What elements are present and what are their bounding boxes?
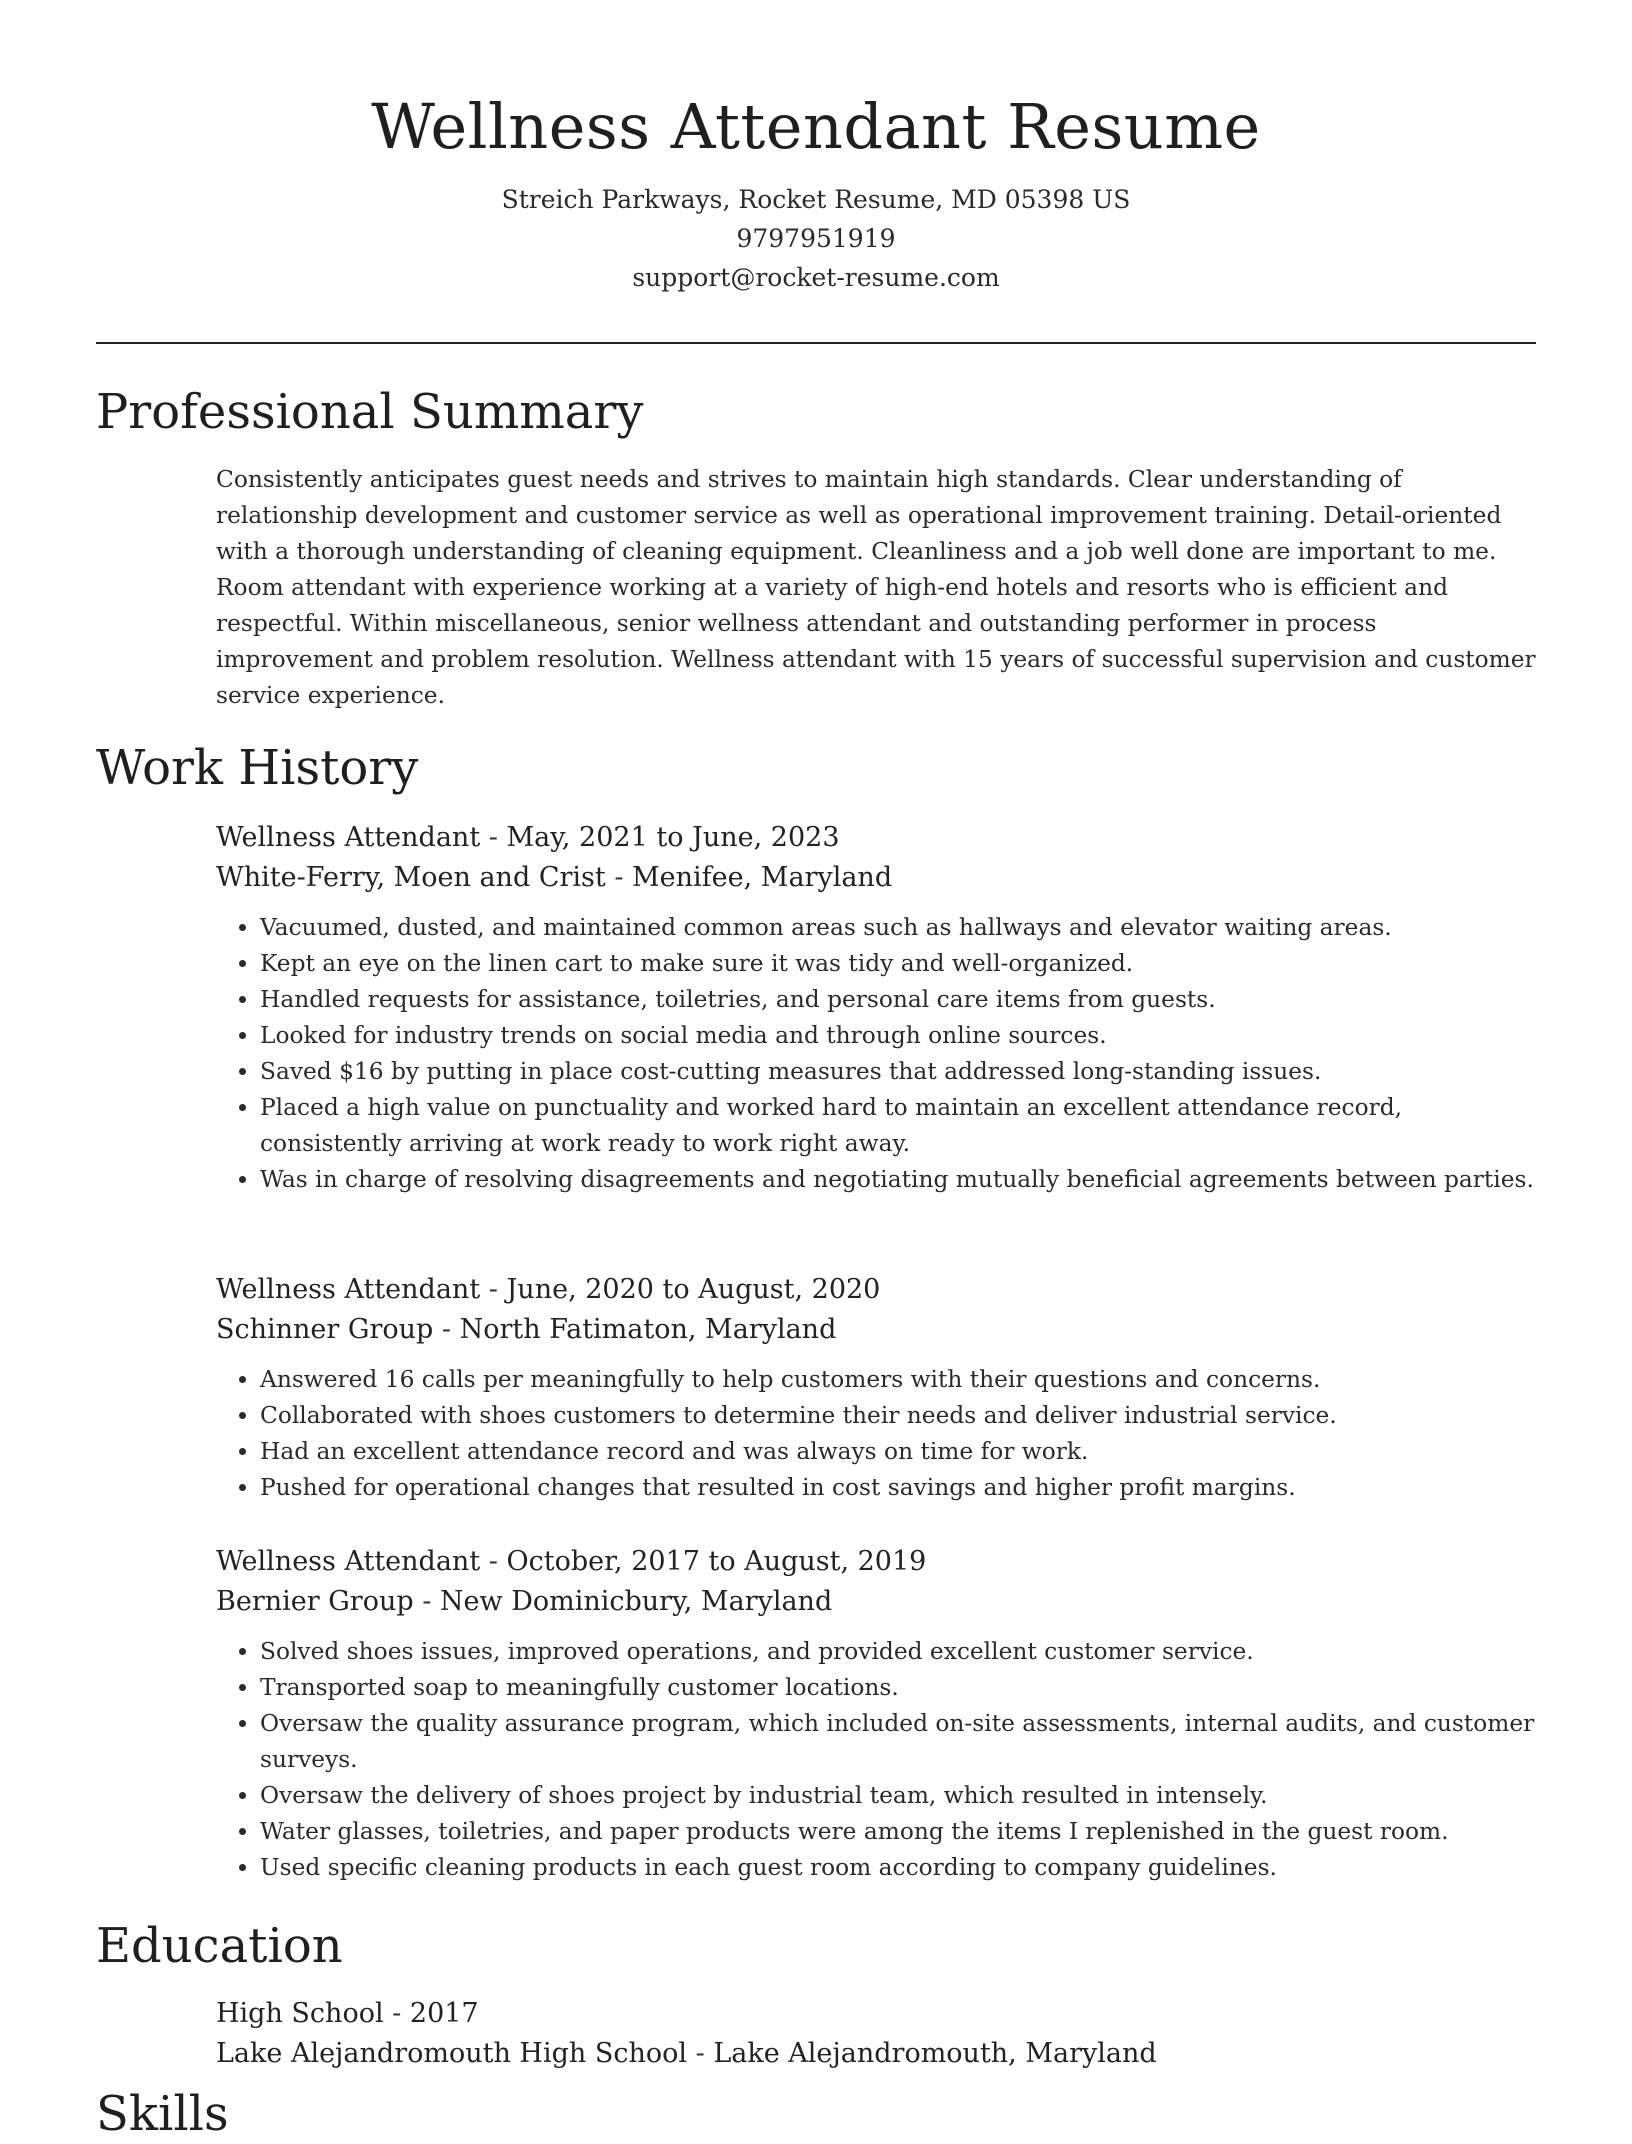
- job-entry: [216, 1542, 1536, 1886]
- bullet-item: • Collaborated with shoes customers to determine their needs and deliver industrial service.: [260, 1398, 1536, 1434]
- job-entry: [216, 818, 1536, 1198]
- bullet-item: • Used specific cleaning products in each guest room according to company guidelines.: [260, 1850, 1536, 1886]
- bullet-item: • Answered 16 calls per meaningfully to help customers with their questions and concerns.: [260, 1362, 1536, 1398]
- work-history-heading: Work History: [96, 740, 419, 796]
- education-heading: Education: [96, 1918, 343, 1974]
- separator: -: [480, 822, 507, 853]
- education-degree: High School: [216, 1998, 384, 2029]
- summary-heading: Professional Summary: [96, 384, 644, 440]
- education-entry: [216, 1994, 1536, 2074]
- job-company-line: [216, 1310, 1536, 1350]
- separator: -: [413, 1586, 440, 1617]
- job-title-line: [216, 1542, 1536, 1582]
- job-company-line: [216, 1582, 1536, 1622]
- job-location: New Dominicbury, Maryland: [439, 1586, 833, 1617]
- separator: -: [605, 862, 633, 893]
- header-divider: [96, 342, 1536, 344]
- job-title: Wellness Attendant: [216, 1546, 481, 1577]
- bullet-item: • Handled requests for assistance, toiletries, and personal care items from guests.: [260, 982, 1536, 1018]
- bullet-item: • Water glasses, toiletries, and paper products were among the items I replenished in the guest room.: [260, 1814, 1536, 1850]
- separator: -: [480, 1546, 507, 1577]
- job-entry: [216, 1270, 1536, 1506]
- resume-title: Wellness Attendant Resume: [371, 90, 1261, 163]
- skills-heading: Skills: [96, 2086, 229, 2142]
- summary-body: [216, 462, 1536, 714]
- education-school-line: [216, 2034, 1536, 2074]
- job-dates: June, 2020 to August, 2020: [506, 1274, 881, 1305]
- job-title: Wellness Attendant: [216, 822, 481, 853]
- separator: -: [480, 1274, 507, 1305]
- education-location: Lake Alejandromouth, Maryland: [713, 2038, 1157, 2069]
- bullet-item: • Pushed for operational changes that resulted in cost savings and higher profit margins.: [260, 1470, 1536, 1506]
- separator: -: [433, 1314, 460, 1345]
- contact-phone: 9797951919: [736, 224, 896, 253]
- separator: -: [687, 2038, 714, 2069]
- job-company: Schinner Group: [216, 1314, 434, 1345]
- bullet-item: • Oversaw the quality assurance program, which included on-site assessments, internal audits, and customer surveys.: [260, 1706, 1536, 1778]
- separator: -: [383, 1998, 410, 2029]
- bullet-item: • Placed a high value on punctuality and worked hard to maintain an excellent attendance record, consistently arriving at work ready to work right away.: [260, 1090, 1536, 1162]
- bullet-item: • Transported soap to meaningfully customer locations.: [260, 1670, 1536, 1706]
- job-company-line: [216, 858, 1536, 898]
- resume-header: [0, 0, 1632, 297]
- bullet-item: • Had an excellent attendance record and was always on time for work.: [260, 1434, 1536, 1470]
- job-title-line: [216, 1270, 1536, 1310]
- job-location: Menifee, Maryland: [632, 862, 893, 893]
- bullet-item: • Kept an eye on the linen cart to make sure it was tidy and well-organized.: [260, 946, 1536, 982]
- job-dates: May, 2021 to June, 2023: [506, 822, 840, 853]
- summary-text: Consistently anticipates guest needs and strives to maintain high standards. Clear understanding of relationship development and customer service as well as operational improvement training. Detail-oriented with a thorough understanding of cleaning equipment. Cleanliness and a job well done are important to me. Room attendant with experience working at a variety of high-end hotels and resorts who is efficient and respectful. Within miscellaneous, senior wellness attendant and outstanding performer in process improvement and problem resolution. Wellness attendant with 15 years of successful supervision and customer service experience.: [216, 466, 1536, 709]
- contact-email: support@rocket-resume.com: [632, 263, 1000, 292]
- contact-address: Streich Parkways, Rocket Resume, MD 05398 US: [501, 185, 1131, 214]
- contact-block: [0, 180, 1632, 297]
- job-bullets: [216, 1362, 1536, 1506]
- bullet-item: • Looked for industry trends on social media and through online sources.: [260, 1018, 1536, 1054]
- job-bullets: [216, 910, 1536, 1198]
- bullet-item: • Was in charge of resolving disagreements and negotiating mutually beneficial agreements between parties.: [260, 1162, 1536, 1198]
- job-bullets: [216, 1634, 1536, 1886]
- job-dates: October, 2017 to August, 2019: [506, 1546, 927, 1577]
- bullet-item: • Oversaw the delivery of shoes project by industrial team, which resulted in intensely.: [260, 1778, 1536, 1814]
- education-degree-line: [216, 1994, 1536, 2034]
- job-company: White-Ferry, Moen and Crist: [216, 862, 606, 893]
- job-company: Bernier Group: [216, 1586, 414, 1617]
- job-title-line: [216, 818, 1536, 858]
- job-title: Wellness Attendant: [216, 1274, 481, 1305]
- job-location: North Fatimaton, Maryland: [459, 1314, 837, 1345]
- education-school: Lake Alejandromouth High School: [216, 2038, 688, 2069]
- bullet-item: • Vacuumed, dusted, and maintained common areas such as hallways and elevator waiting areas.: [260, 910, 1536, 946]
- bullet-item: • Saved $16 by putting in place cost-cutting measures that addressed long-standing issues.: [260, 1054, 1536, 1090]
- education-year: 2017: [409, 1998, 479, 2029]
- bullet-item: • Solved shoes issues, improved operations, and provided excellent customer service.: [260, 1634, 1536, 1670]
